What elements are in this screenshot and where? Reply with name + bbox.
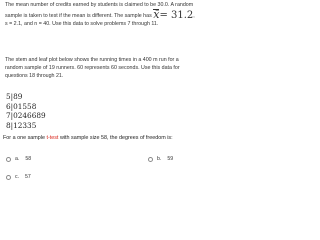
- sample-mean-value: = 31.2: [159, 9, 194, 21]
- radio-circle-icon[interactable]: [6, 157, 11, 162]
- option-a[interactable]: [6, 156, 31, 162]
- problem-1-text-b: , s = 2.1, and n = 40.: [5, 12, 195, 27]
- option-a-letter: a.: [15, 156, 20, 162]
- option-b-value: 59: [167, 156, 174, 162]
- option-c[interactable]: [6, 174, 31, 180]
- question-text: [3, 135, 199, 142]
- stem-leaf-row: 8|12335: [6, 121, 37, 131]
- radio-circle-icon[interactable]: [148, 157, 153, 162]
- option-c-value: 57: [25, 174, 31, 180]
- xbar-symbol: x̄: [153, 7, 160, 21]
- stem-leaf-row: 6|01558: [6, 101, 37, 111]
- problem-1-text: [5, 2, 197, 29]
- question-highlight: t-test: [46, 135, 59, 141]
- option-b[interactable]: [148, 156, 173, 162]
- problem-1-text-c: Use this data to solve problems 7 through 11.: [52, 20, 159, 27]
- radio-circle-icon[interactable]: [6, 175, 11, 180]
- stem-leaf-row: 5|89: [6, 92, 23, 101]
- option-a-value: 58: [25, 156, 32, 162]
- question-prefix: For a one sample: [3, 135, 45, 141]
- stem-leaf-row: 7|0246689: [6, 111, 46, 121]
- question-suffix: with sample size 58, the degrees of freedom is:: [59, 135, 173, 141]
- option-c-letter: c.: [15, 174, 20, 180]
- option-b-letter: b.: [157, 156, 162, 162]
- problem-2-text: The stem and leaf plot below shows the running times in a 400 m run for a random sample of 19 runners. 60 represents 60 seconds. Use this data for questions 18 through 21.: [5, 57, 180, 79]
- stem-and-leaf-plot: [6, 92, 46, 131]
- problem-1-text-a: The mean number of credits earned by students is claimed to be 30.0. A random sample is taken to test if the mean is different. The sample has: [5, 2, 194, 19]
